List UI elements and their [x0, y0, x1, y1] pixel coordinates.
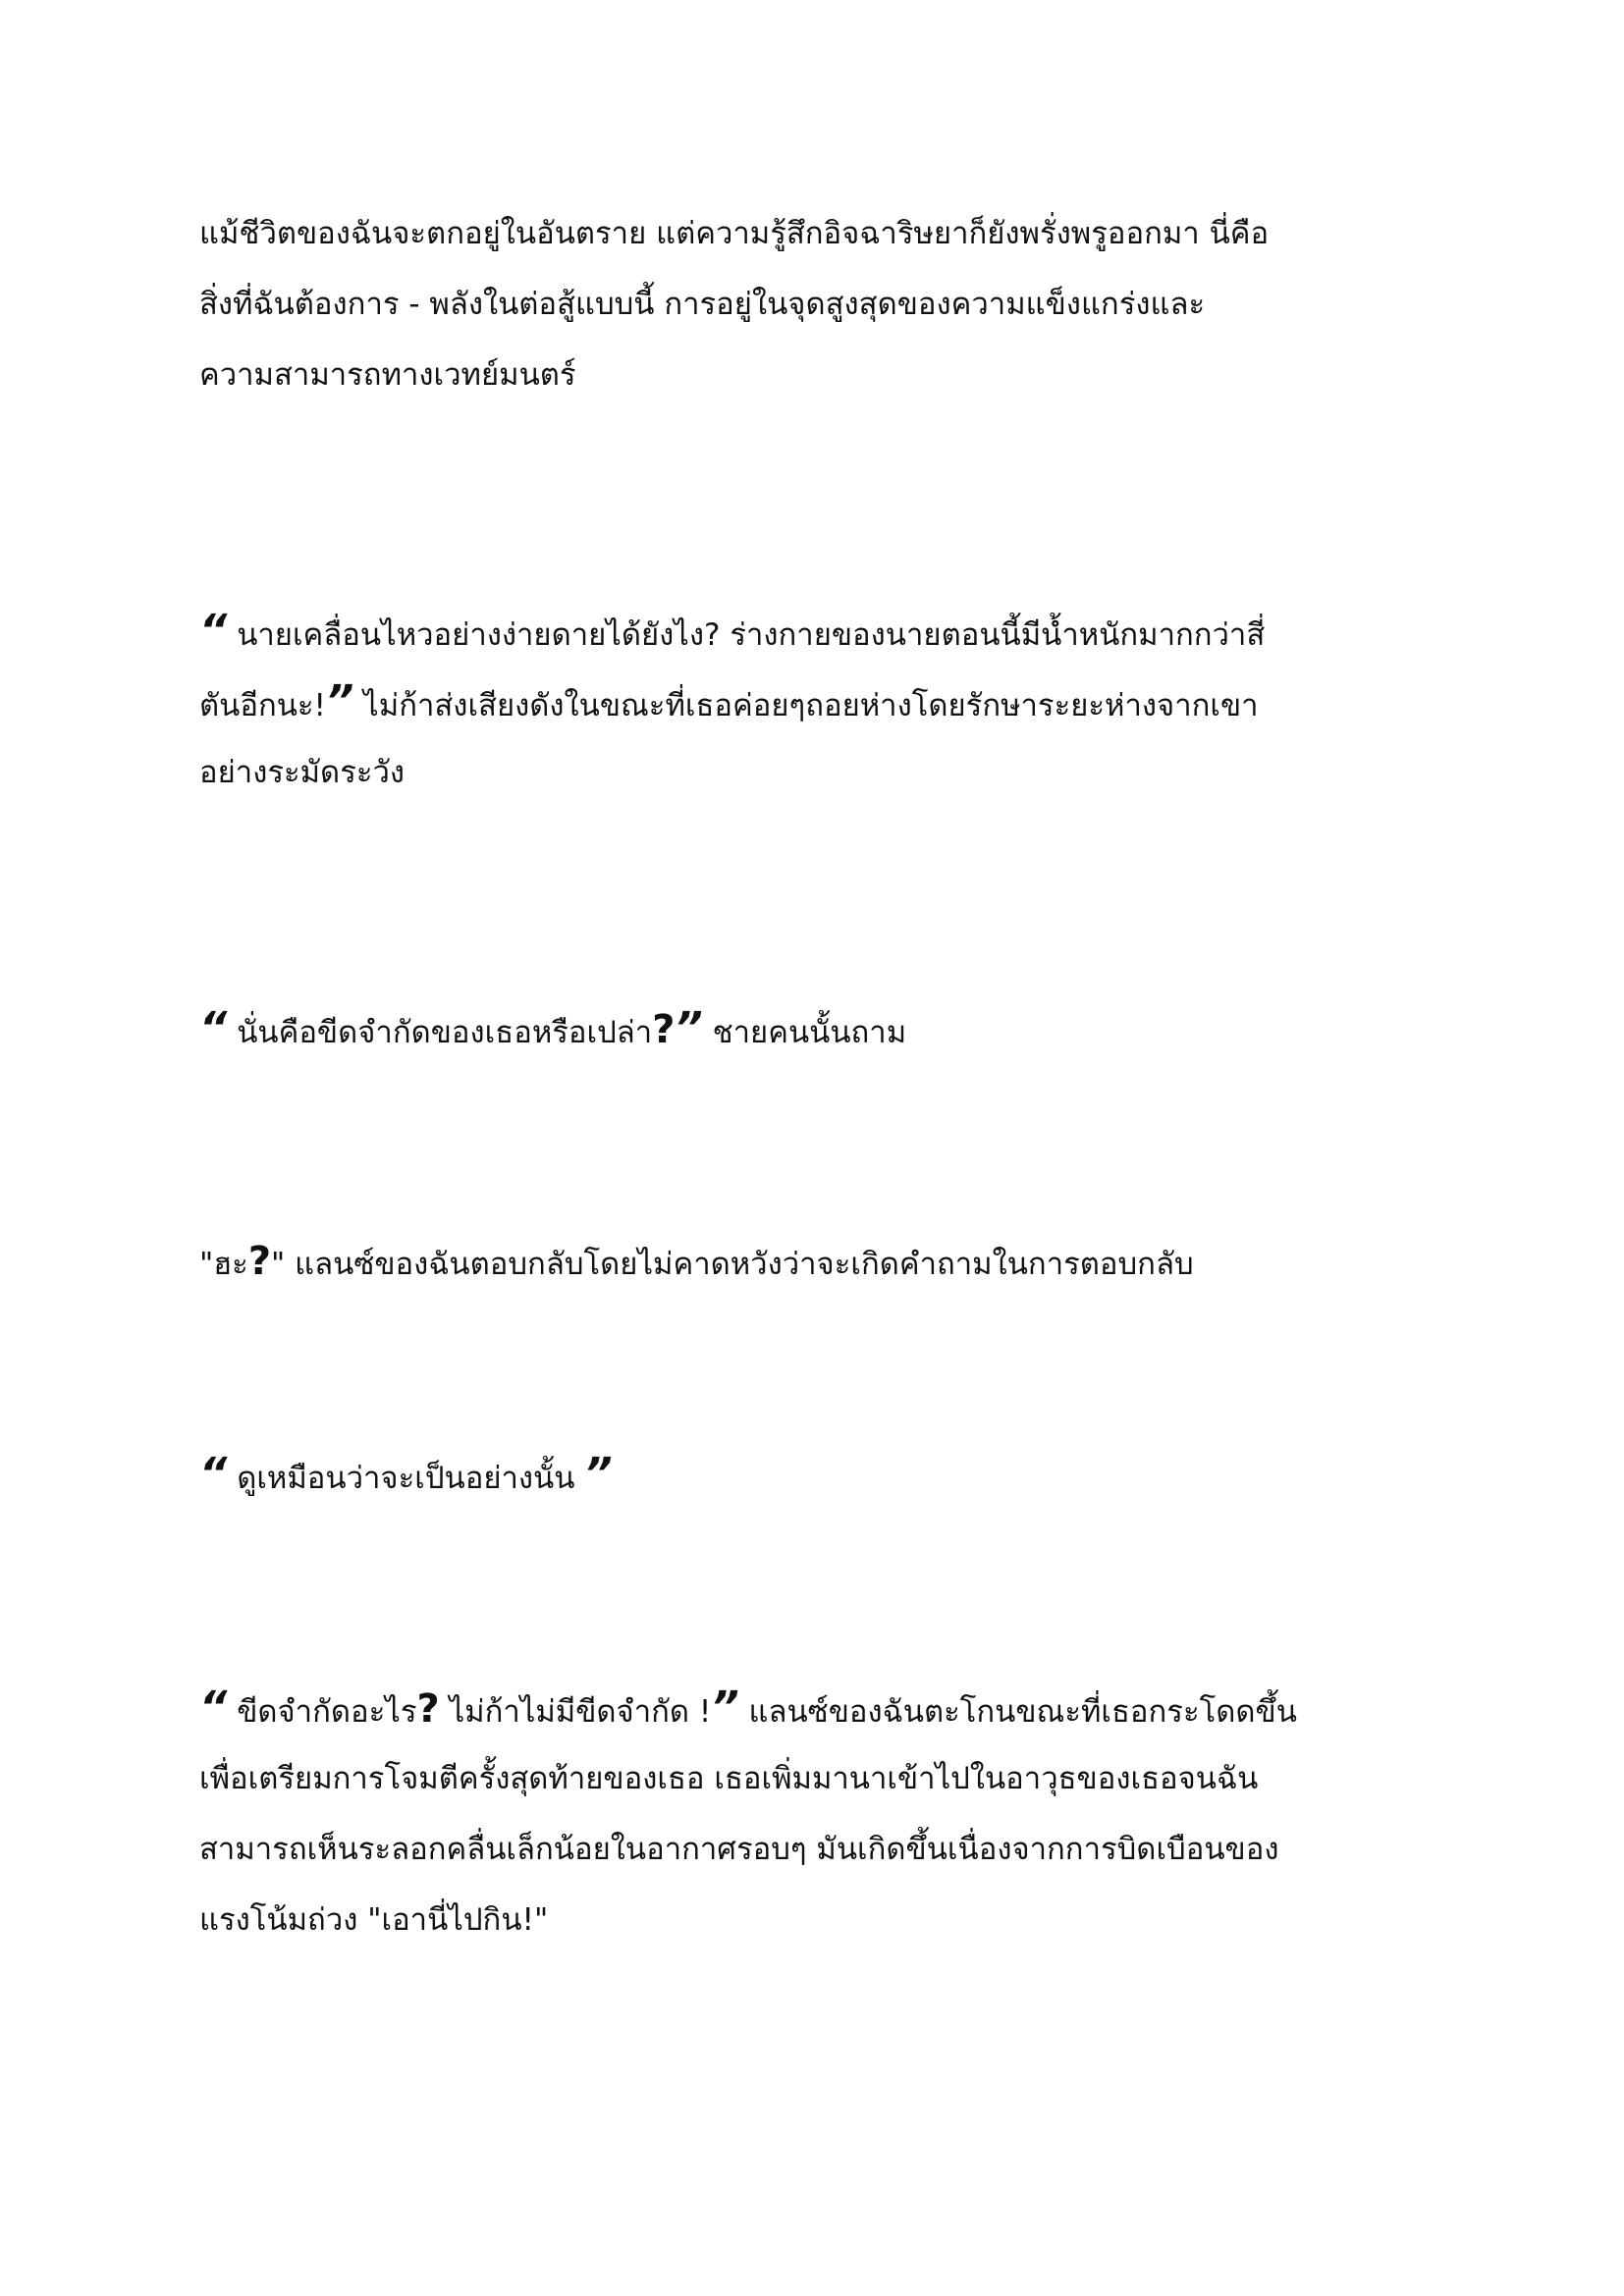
paragraph-3-line-1 — [199, 993, 1466, 1064]
question-mark: ? — [416, 1686, 440, 1732]
open-quote-mark: “ — [199, 606, 228, 656]
paragraph-2-line-1 — [199, 596, 1466, 667]
paragraph-5-dialogue: ดูเหมือนว่าจะเป็นอย่างนั้น — [227, 1461, 585, 1496]
paragraph-1-line-2: สิ่งที่ฉันต้องการ - พลังในต่อสู้แบบนี้ การอยู่ในจุดสูงสุดของความแข็งแกร่งและ — [199, 287, 1206, 322]
paragraph-3-narration: ชายคนนั้นถาม — [702, 1015, 907, 1050]
paragraph-4-narration: " แลนซ์ของฉันตอบกลับโดยไม่คาดหวังว่าจะเกิดคำถามในการตอบกลับ — [271, 1247, 1194, 1282]
paragraph-2-line-2-quote-text: ตันอีกนะ! — [199, 688, 326, 723]
close-quote-mark: ” — [325, 676, 354, 726]
close-quote-mark: ” — [675, 1003, 703, 1053]
paragraph-4 — [199, 1226, 1466, 1297]
paragraph-2-line-2 — [199, 667, 1466, 737]
paragraph-4-line-1 — [199, 1226, 1466, 1297]
paragraph-2-line-2-narration: ไม่ก้าส่งเสียงดังในขณะที่เธอค่อยๆถอยห่างโดยรักษาระยะห่างจากเขา — [353, 688, 1259, 723]
paragraph-6-line-4: แรงโน้มถ่วง "เอานี่ไปกิน!" — [199, 1902, 549, 1938]
paragraph-1 — [199, 198, 1466, 410]
paragraph-6-dialogue-end: ไม่ก้าไม่มีขีดจำกัด ! — [439, 1694, 712, 1730]
paragraph-6-line-1 — [199, 1673, 1466, 1743]
close-quote-mark: ” — [711, 1682, 739, 1733]
paragraph-6-narration: แลนซ์ของฉันตะโกนขณะที่เธอกระโดดขึ้น — [738, 1694, 1297, 1730]
paragraph-1-line-3: ความสามารถทางเวทย์มนตร์ — [199, 357, 576, 393]
question-mark: ? — [247, 1239, 272, 1284]
paragraph-2 — [199, 596, 1466, 808]
paragraph-5-line-1 — [199, 1439, 1466, 1510]
paragraph-6-dialogue-start: ขีดจำกัดอะไร — [227, 1694, 417, 1730]
paragraph-6-line-3: สามารถเห็นระลอกคลื่นเล็กน้อยในอากาศรอบๆ มันเกิดขึ้นเนื่องจากการบิดเบือนของ — [199, 1832, 1279, 1867]
question-mark: ? — [652, 1007, 676, 1052]
paragraph-2-line-3: อย่างระมัดระวัง — [199, 755, 406, 790]
paragraph-6 — [199, 1673, 1466, 1955]
paragraph-1-line-1: แม้ชีวิตของฉันจะตกอยู่ในอันตราย แต่ความรู้สึกอิจฉาริษยาก็ยังพรั่งพรูออกมา นี่คือ — [199, 216, 1270, 251]
paragraph-4-dialogue: "ฮะ — [199, 1247, 248, 1282]
open-quote-mark: “ — [199, 1003, 228, 1053]
close-quote-mark: ” — [584, 1449, 613, 1499]
paragraph-6-line-2: เพื่อเตรียมการโจมตีครั้งสุดท้ายของเธอ เธอเพิ่มมานาเข้าไปในอาวุธของเธอจนฉัน — [199, 1761, 1259, 1796]
open-quote-mark: “ — [199, 1449, 228, 1499]
paragraph-5 — [199, 1439, 1466, 1510]
paragraph-3 — [199, 993, 1466, 1064]
paragraph-2-line-1-text: นายเคลื่อนไหวอย่างง่ายดายได้ยังไง? ร่างกายของนายตอนนี้มีน้ำหนักมากกว่าสี่ — [227, 617, 1266, 653]
paragraph-3-dialogue: นั่นคือขีดจำกัดของเธอหรือเปล่า — [227, 1015, 653, 1050]
open-quote-mark: “ — [199, 1682, 228, 1733]
